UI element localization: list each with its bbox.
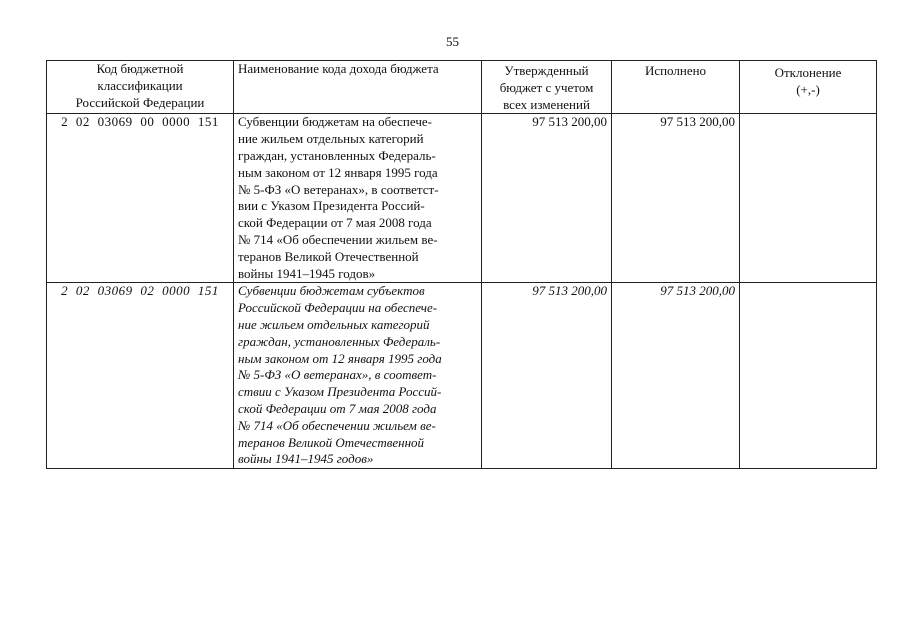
row-name-line: ствии с Указом Президента Россий-: [238, 384, 442, 400]
row-executed-amount: 97 513 200,00: [612, 114, 740, 283]
header-deviation-line: Отклонение: [774, 65, 842, 80]
row-name-line: граждан, установленных Федераль-: [238, 147, 436, 163]
header-approved-line: всех изменений: [503, 96, 590, 112]
row-deviation: [740, 114, 877, 283]
row-name-line: № 5-ФЗ «О ветеранах», в соответ-: [238, 367, 437, 383]
table-row: [47, 114, 877, 283]
header-name: [234, 61, 482, 114]
table-row: [47, 283, 877, 469]
row-approved-amount: 97 513 200,00: [482, 114, 612, 283]
row-name-line: войны 1941–1945 годов»: [238, 451, 374, 467]
budget-table: [46, 60, 877, 469]
row-name-line: № 5-ФЗ «О ветеранах», в соответст-: [238, 181, 439, 197]
header-code-line: классификации: [97, 77, 183, 93]
header-approved-line: Утвержденный: [504, 63, 589, 78]
header-deviation-line: (+,-): [796, 81, 820, 97]
header-row: [47, 61, 877, 114]
row-name-line: № 714 «Об обеспечении жильем ве-: [238, 231, 438, 247]
row-name-line: теранов Великой Отечественной: [238, 248, 419, 264]
row-code: 2 02 03069 00 0000 151: [47, 114, 234, 283]
header-executed: [612, 61, 740, 114]
row-name-line: № 714 «Об обеспечении жильем ве-: [238, 417, 436, 433]
row-name: [234, 283, 482, 469]
header-executed-line: Исполнено: [644, 63, 707, 78]
header-deviation: [740, 61, 877, 114]
row-name-line: теранов Великой Отечественной: [238, 434, 425, 450]
header-code: [47, 61, 234, 114]
row-name-line: ской Федерации от 7 мая 2008 года: [238, 400, 437, 416]
header-code-line: Код бюджетной: [96, 61, 184, 76]
row-name-line: ным законом от 12 января 1995 года: [238, 164, 438, 180]
page-number: 55: [446, 34, 459, 49]
row-executed-amount: 97 513 200,00: [612, 283, 740, 469]
row-name-line: ние жильем отдельных категорий: [238, 131, 424, 147]
row-name-line: ным законом от 12 января 1995 года: [238, 350, 442, 366]
header-name-line: Наименование кода дохода бюджета: [238, 61, 439, 76]
row-name-line: Субвенции бюджетам субъектов: [238, 283, 425, 299]
header-approved-line: бюджет с учетом: [499, 79, 594, 95]
row-approved-amount: 97 513 200,00: [482, 283, 612, 469]
row-deviation: [740, 283, 877, 469]
header-approved: [482, 61, 612, 114]
table-header: [47, 61, 877, 114]
header-code-line: Российской Федерации: [75, 94, 205, 110]
row-name-line: ской Федерации от 7 мая 2008 года: [238, 215, 432, 231]
row-name-line: Субвенции бюджетам на обеспече-: [238, 114, 432, 130]
row-name-line: граждан, установленных Федераль-: [238, 333, 441, 349]
row-name-line: войны 1941–1945 годов»: [238, 265, 376, 281]
row-code: 2 02 03069 02 0000 151: [47, 283, 234, 469]
row-name-line: ние жильем отдельных категорий: [238, 316, 430, 332]
row-name-line: вии с Указом Президента Россий-: [238, 198, 425, 214]
table-body: [47, 114, 877, 469]
row-name-line: Российской Федерации на обеспече-: [238, 300, 438, 316]
row-name: [234, 114, 482, 283]
